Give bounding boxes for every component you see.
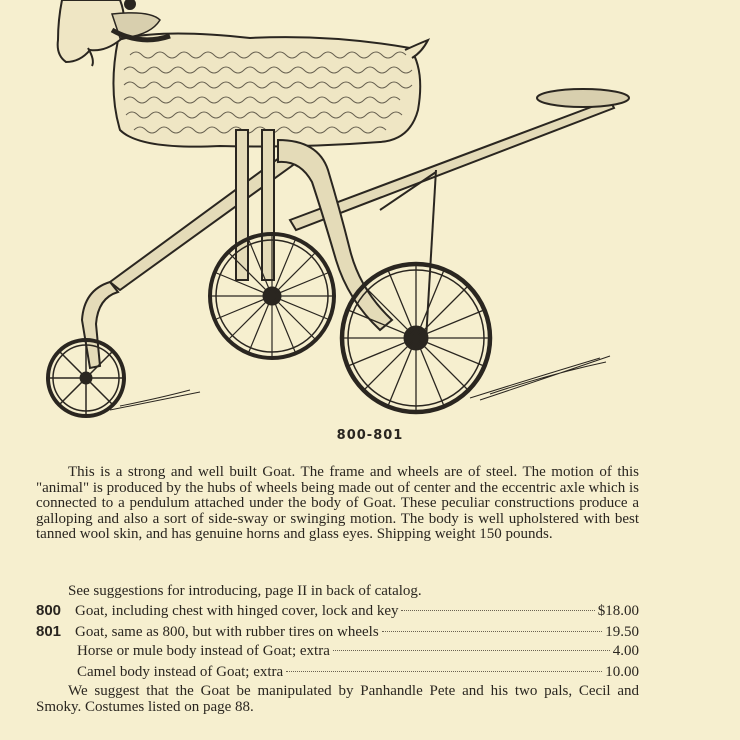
item-number: 800 <box>36 602 62 619</box>
middle-wheel <box>210 234 334 358</box>
price-row <box>36 623 639 644</box>
item-price: $18.00 <box>597 603 639 619</box>
leader-dots <box>333 650 610 651</box>
product-caption: 800-801 <box>336 428 404 443</box>
price-list <box>36 602 639 684</box>
small-front-wheel <box>48 340 124 416</box>
item-price: 10.00 <box>605 663 639 680</box>
item-number: 801 <box>36 622 62 640</box>
rear-wheel <box>342 264 490 412</box>
item-price: 19.50 <box>605 623 639 640</box>
item-description: Goat, including chest with hinged cover, lock and key <box>75 603 399 619</box>
leader-dots <box>286 671 602 672</box>
item-price: 4.00 <box>612 643 639 659</box>
suggestion-note: We suggest that the Goat be manipulated by Panhandle Pete and his two pals, Cecil and Smoky. Costumes listed on page 88. <box>36 683 639 715</box>
item-description: Horse or mule body instead of Goat; extra <box>77 643 330 659</box>
leader-dots <box>401 610 594 611</box>
price-row <box>36 602 639 623</box>
item-description: Camel body instead of Goat; extra <box>77 663 284 680</box>
item-description: Goat, same as 800, but with rubber tires on wheels <box>75 623 379 640</box>
leader-dots <box>382 631 603 632</box>
price-row <box>36 664 639 685</box>
price-row <box>36 643 639 664</box>
product-description: This is a strong and well built Goat. The frame and wheels are of steel. The motion of this "animal" is produced by the hubs of wheels being made out of center and the eccentric axle which is connected to a pendulum attached under the body of Goat. These peculiar constructions produce a galloping and also a sort of side-sway or swinging motion. The body is well upholstered with best tanned wool skin, and has genuine horns and glass eyes. Shipping weight 150 pounds. <box>36 464 639 543</box>
see-note: See suggestions for introducing, page II in back of catalog. <box>68 583 422 599</box>
